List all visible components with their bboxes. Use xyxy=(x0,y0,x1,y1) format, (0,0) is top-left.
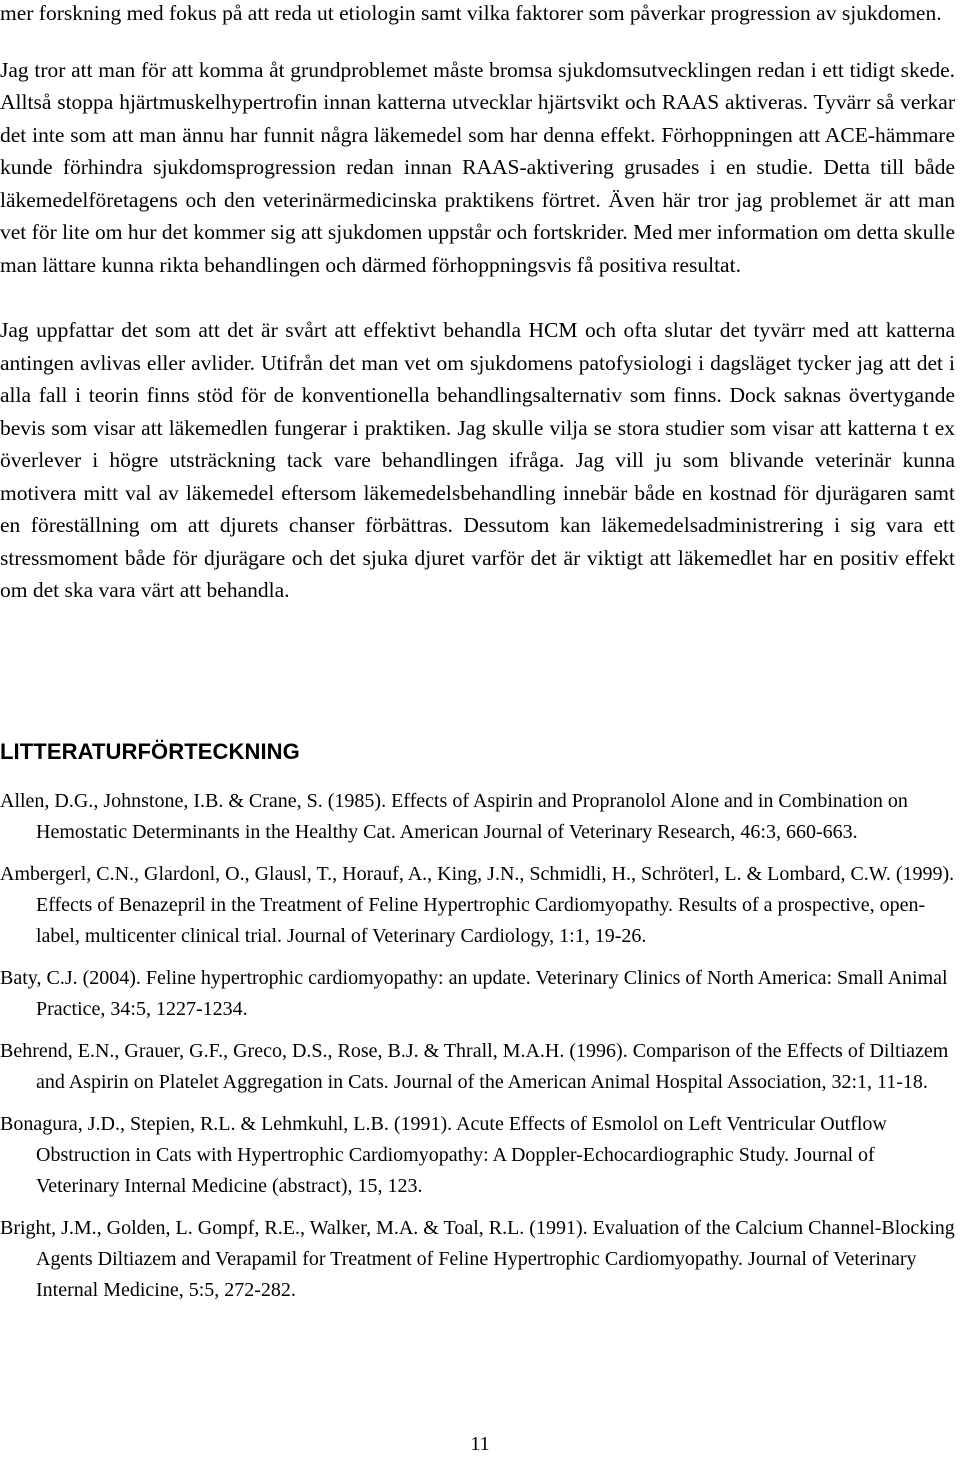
section-heading: LITTERATURFÖRTECKNING xyxy=(0,739,300,764)
paragraph: Jag tror att man för att komma åt grundproblemet måste bromsa sjukdomsutvecklingen redan i ett tidigt skede. Alltså stoppa hjärtmuskelhypertrofin innan katterna utvecklar hjärtsvikt och RAAS aktiveras. Tyvärr så verkar det inte som att man ännu har funnit några läkemedel som har denna effekt. Förhoppningen att ACE-hämmare kunde förhindra sjukdomsprogression redan innan RAAS-aktivering grusades i en studie. Detta till både läkemedelföretagens och den veterinärmedicinska praktikens förtret. Även här tror jag problemet är att man vet för lite om hur det kommer sig att sjukdomen uppstår och fortskrider. Med mer information om detta skulle man lättare kunna rikta behandlingen och därmed förhoppningsvis få positiva resultat. xyxy=(0,57,955,277)
reference-entry: Bonagura, J.D., Stepien, R.L. & Lehmkuhl, L.B. (1991). Acute Effects of Esmolol on Left Ventricular Outflow Obstruction in Cats with Hypertrophic Cardiomyopathy: A Doppler-Echocardiographic Study. Journal of Veterinary Internal Medicine (abstract), 15, 123. xyxy=(0,1113,887,1197)
reference-list xyxy=(0,786,955,1317)
reference-entry: Ambergerl, C.N., Glardonl, O., Glausl, T., Horauf, A., King, J.N., Schmidli, H., Schröterl, L. & Lombard, C.W. (1999). Effects of Benazepril in the Treatment of Feline Hypertrophic Cardiomyopathy. Results of a prospective, open-label, multicenter clinical trial. Journal of Veterinary Cardiology, 1:1, 19-26. xyxy=(0,863,955,947)
paragraph: mer forskning med fokus på att reda ut etiologin samt vilka faktorer som påverkar progression av sjukdomen. xyxy=(0,1,942,25)
reference-entry: Behrend, E.N., Grauer, G.F., Greco, D.S., Rose, B.J. & Thrall, M.A.H. (1996). Comparison of the Effects of Diltiazem and Aspirin on Platelet Aggregation in Cats. Journal of the American Animal Hospital Association, 32:1, 11-18. xyxy=(0,1040,949,1093)
reference-entry: Bright, J.M., Golden, L. Gompf, R.E., Walker, M.A. & Toal, R.L. (1991). Evaluation of the Calcium Channel-Blocking Agents Diltiazem and Verapamil for Treatment of Feline Hypertrophic Cardiomyopathy. Journal of Veterinary Internal Medicine, 5:5, 272-282. xyxy=(0,1217,955,1301)
body-text xyxy=(0,0,955,607)
reference-entry: Allen, D.G., Johnstone, I.B. & Crane, S. (1985). Effects of Aspirin and Propranolol Alone and in Combination on Hemostatic Determinants in the Healthy Cat. American Journal of Veterinary Research, 46:3, 660-663. xyxy=(0,790,908,843)
paragraph: Jag uppfattar det som att det är svårt att effektivt behandla HCM och ofta slutar det tyvärr med att katterna antingen avlivas eller avlider. Utifrån det man vet om sjukdomens patofysiologi i dagsläget tycker jag att det i alla fall i teorin finns stöd för de konventionella behandlingsalternativ som finns. Dock saknas övertygande bevis som visar att läkemedlen fungerar i praktiken. Jag skulle vilja se stora studier som visar att katterna t ex överlever i högre utsträckning tack vare behandlingen ifråga. Jag vill ju som blivande veterinär kunna motivera mitt val av läkemedel eftersom läkemedelsbehandling innebär både en kostnad för djurägaren samt en föreställning om att djurets chanser förbättras. Dessutom kan läkemedelsadministrering i sig vara ett stressmoment både för djurägare och det sjuka djuret varför det är viktigt att läkemedlet har en positiv effekt om det ska vara värt att behandla. xyxy=(0,318,955,602)
reference-entry: Baty, C.J. (2004). Feline hypertrophic cardiomyopathy: an update. Veterinary Clinics of North America: Small Animal Practice, 34:5, 1227-1234. xyxy=(0,967,948,1020)
page-number: 11 xyxy=(470,1433,490,1455)
